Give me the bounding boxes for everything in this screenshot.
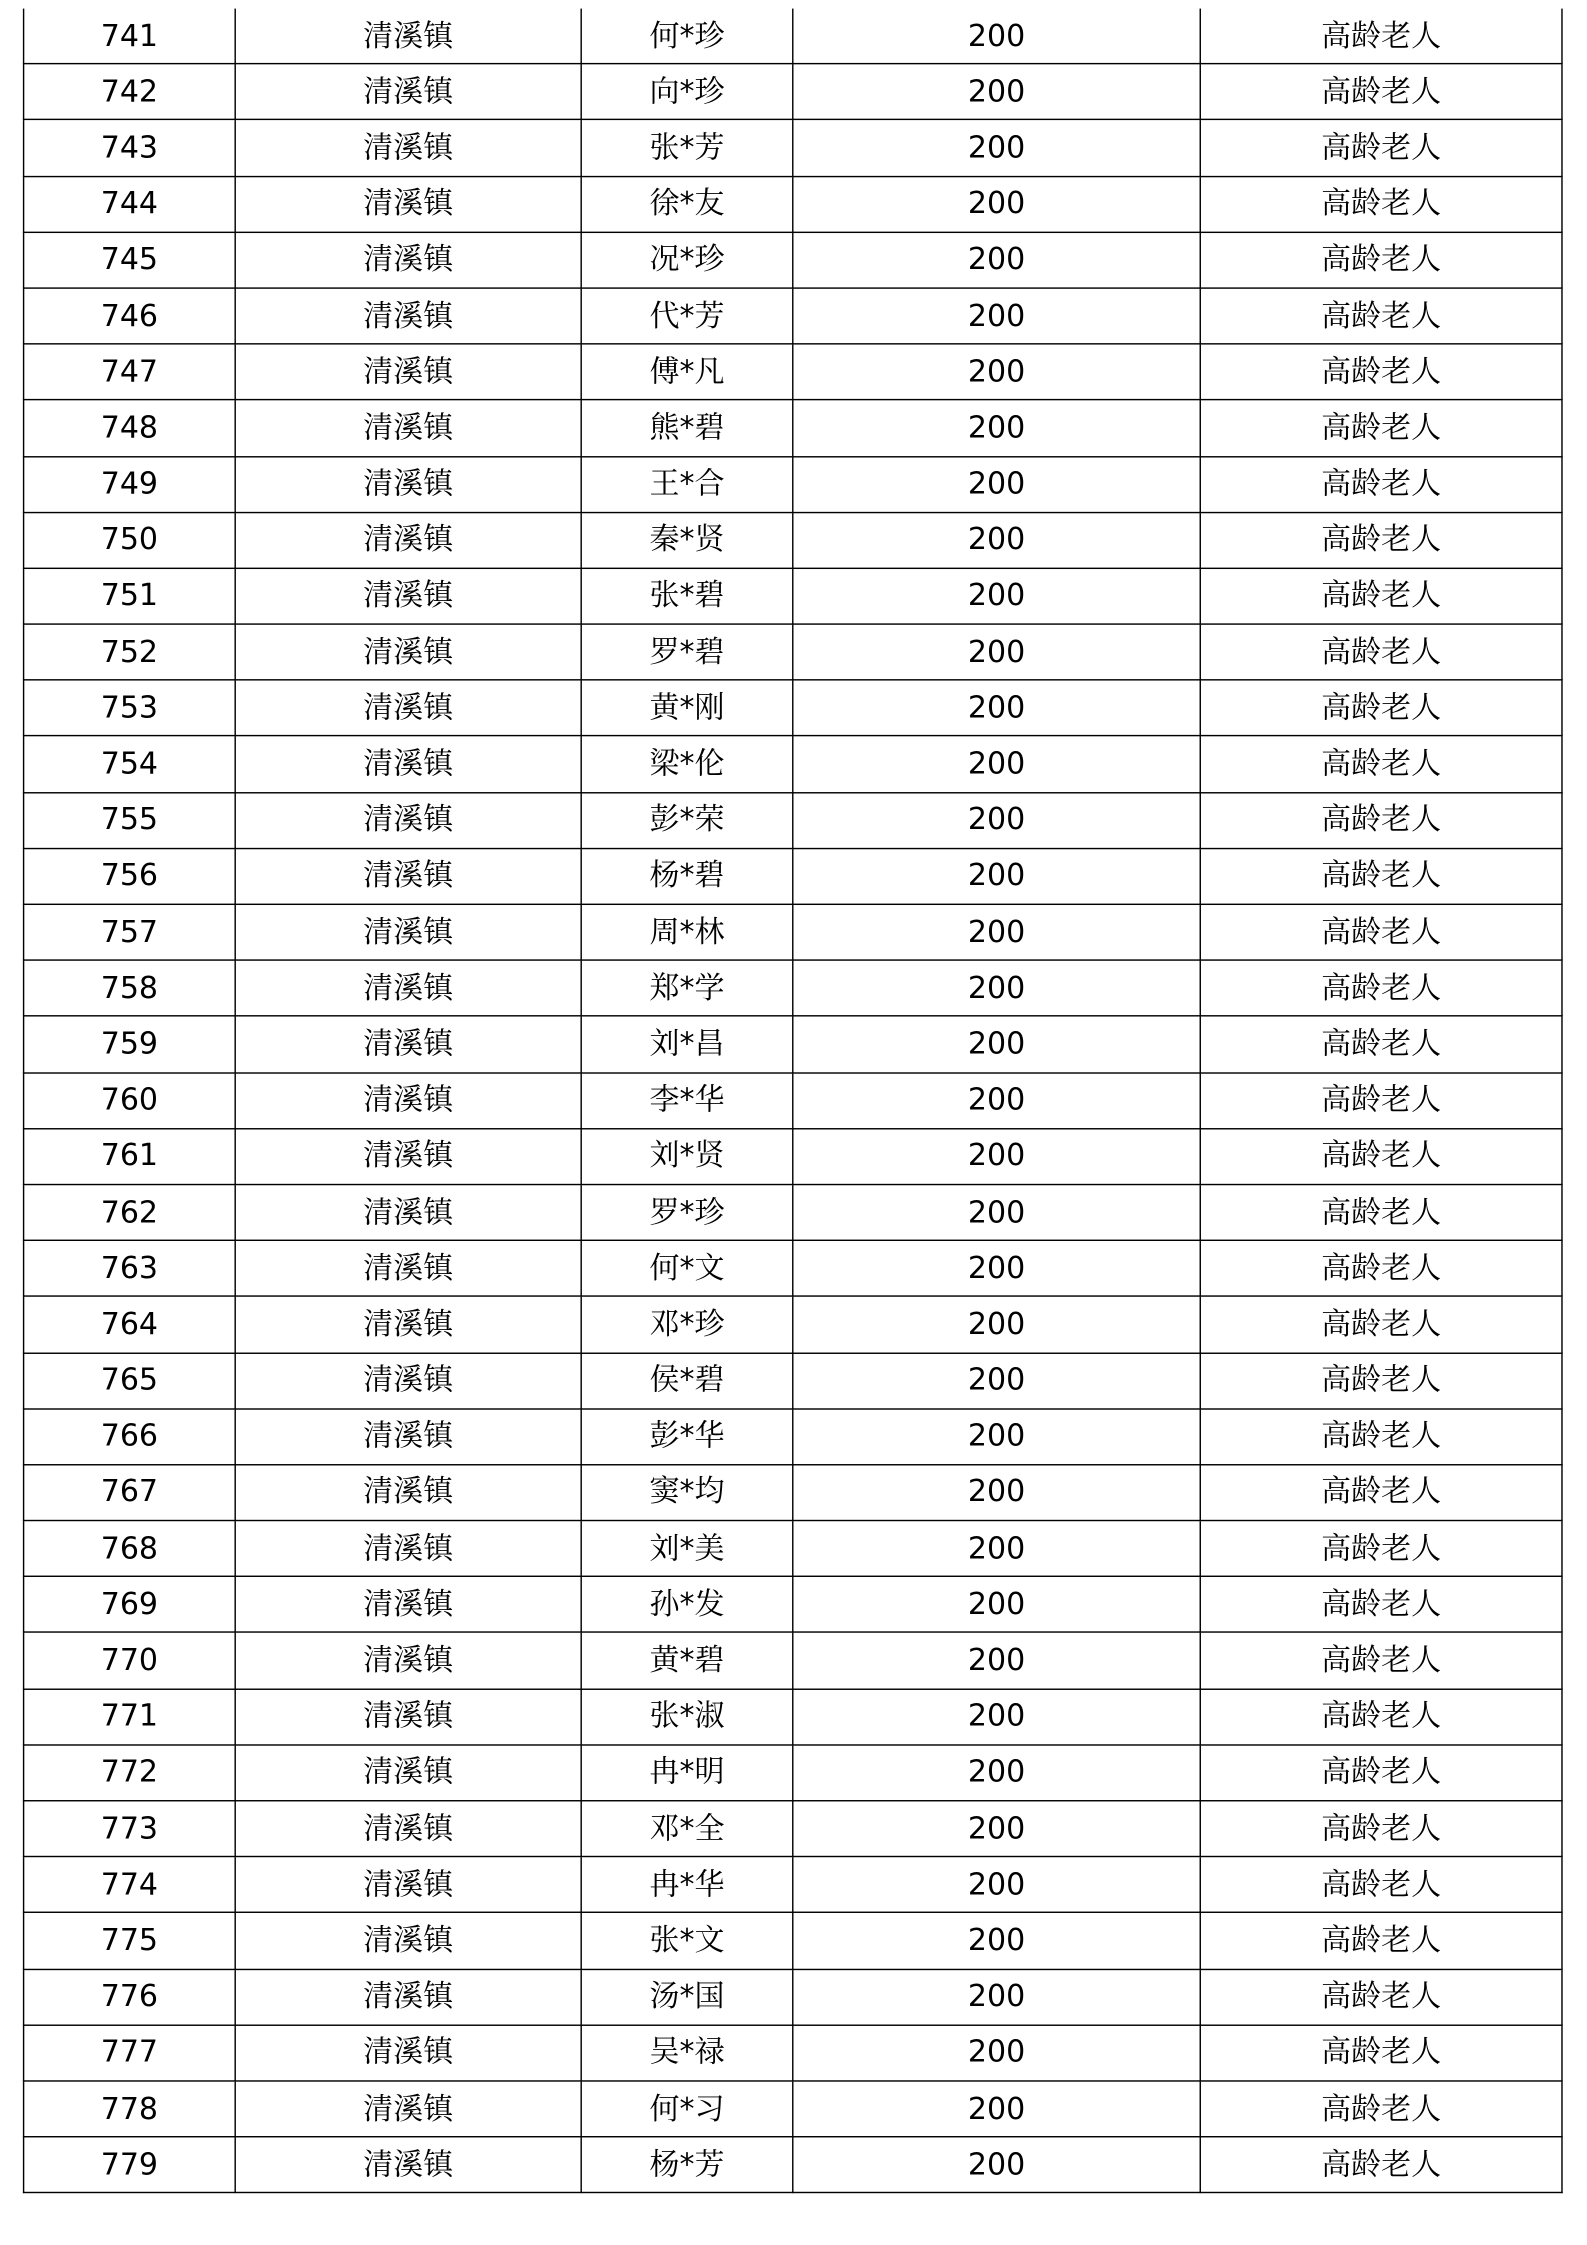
amount-cell: 200: [793, 1577, 1200, 1633]
row-number-cell: 774: [24, 1857, 236, 1913]
amount-cell: 200: [793, 1857, 1200, 1913]
table-row: [24, 344, 1562, 400]
amount-cell: 200: [793, 904, 1200, 960]
row-number-cell: 755: [24, 792, 236, 848]
amount-cell: 200: [793, 680, 1200, 736]
name-cell: 窦*均: [581, 1465, 793, 1521]
category-cell: 高龄老人: [1200, 736, 1562, 792]
name-cell: 杨*芳: [581, 2137, 793, 2193]
category-cell: 高龄老人: [1200, 512, 1562, 568]
amount-cell: 200: [793, 1353, 1200, 1409]
town-cell: 清溪镇: [235, 1409, 581, 1465]
table-row: [24, 1240, 1562, 1296]
name-cell: 张*碧: [581, 568, 793, 624]
row-number-cell: 742: [24, 64, 236, 120]
row-number-cell: 777: [24, 2025, 236, 2081]
name-cell: 周*林: [581, 904, 793, 960]
category-cell: 高龄老人: [1200, 9, 1562, 64]
row-number-cell: 746: [24, 288, 236, 344]
amount-cell: 200: [793, 2081, 1200, 2137]
category-cell: 高龄老人: [1200, 904, 1562, 960]
table-row: [24, 1969, 1562, 2025]
name-cell: 向*珍: [581, 64, 793, 120]
name-cell: 邓*珍: [581, 1296, 793, 1352]
name-cell: 刘*美: [581, 1521, 793, 1577]
name-cell: 傅*凡: [581, 344, 793, 400]
category-cell: 高龄老人: [1200, 456, 1562, 512]
category-cell: 高龄老人: [1200, 1353, 1562, 1409]
name-cell: 汤*国: [581, 1969, 793, 2025]
row-number-cell: 756: [24, 848, 236, 904]
name-cell: 熊*碧: [581, 400, 793, 456]
row-number-cell: 764: [24, 1296, 236, 1352]
town-cell: 清溪镇: [235, 1801, 581, 1857]
table-row: [24, 232, 1562, 288]
name-cell: 彭*荣: [581, 792, 793, 848]
amount-cell: 200: [793, 1072, 1200, 1128]
category-cell: 高龄老人: [1200, 1745, 1562, 1801]
row-number-cell: 752: [24, 624, 236, 680]
amount-cell: 200: [793, 960, 1200, 1016]
name-cell: 刘*贤: [581, 1128, 793, 1184]
table-row: [24, 792, 1562, 848]
category-cell: 高龄老人: [1200, 232, 1562, 288]
name-cell: 秦*贤: [581, 512, 793, 568]
row-number-cell: 749: [24, 456, 236, 512]
name-cell: 李*华: [581, 1072, 793, 1128]
category-cell: 高龄老人: [1200, 1072, 1562, 1128]
table-row: [24, 1913, 1562, 1969]
row-number-cell: 776: [24, 1969, 236, 2025]
row-number-cell: 767: [24, 1465, 236, 1521]
amount-cell: 200: [793, 1184, 1200, 1240]
town-cell: 清溪镇: [235, 960, 581, 1016]
row-number-cell: 778: [24, 2081, 236, 2137]
row-number-cell: 753: [24, 680, 236, 736]
town-cell: 清溪镇: [235, 624, 581, 680]
town-cell: 清溪镇: [235, 1857, 581, 1913]
amount-cell: 200: [793, 848, 1200, 904]
amount-cell: 200: [793, 1296, 1200, 1352]
category-cell: 高龄老人: [1200, 344, 1562, 400]
category-cell: 高龄老人: [1200, 2137, 1562, 2193]
table-row: [24, 848, 1562, 904]
town-cell: 清溪镇: [235, 1969, 581, 2025]
name-cell: 刘*昌: [581, 1016, 793, 1072]
category-cell: 高龄老人: [1200, 1857, 1562, 1913]
amount-cell: 200: [793, 568, 1200, 624]
table-row: [24, 120, 1562, 176]
town-cell: 清溪镇: [235, 904, 581, 960]
table-row: [24, 904, 1562, 960]
amount-cell: 200: [793, 1465, 1200, 1521]
name-cell: 杨*碧: [581, 848, 793, 904]
table-row: [24, 1801, 1562, 1857]
table-row: [24, 1857, 1562, 1913]
category-cell: 高龄老人: [1200, 176, 1562, 232]
table-row: [24, 288, 1562, 344]
table-row: [24, 1521, 1562, 1577]
name-cell: 何*习: [581, 2081, 793, 2137]
table-row: [24, 9, 1562, 64]
category-cell: 高龄老人: [1200, 1689, 1562, 1745]
town-cell: 清溪镇: [235, 1521, 581, 1577]
category-cell: 高龄老人: [1200, 1240, 1562, 1296]
town-cell: 清溪镇: [235, 568, 581, 624]
town-cell: 清溪镇: [235, 1577, 581, 1633]
amount-cell: 200: [793, 400, 1200, 456]
amount-cell: 200: [793, 1633, 1200, 1689]
table-row: [24, 1409, 1562, 1465]
category-cell: 高龄老人: [1200, 1128, 1562, 1184]
table-row: [24, 64, 1562, 120]
row-number-cell: 757: [24, 904, 236, 960]
amount-cell: 200: [793, 1913, 1200, 1969]
town-cell: 清溪镇: [235, 1353, 581, 1409]
category-cell: 高龄老人: [1200, 1296, 1562, 1352]
row-number-cell: 745: [24, 232, 236, 288]
table-row: [24, 2025, 1562, 2081]
table-row: [24, 1016, 1562, 1072]
town-cell: 清溪镇: [235, 2081, 581, 2137]
amount-cell: 200: [793, 1689, 1200, 1745]
category-cell: 高龄老人: [1200, 1016, 1562, 1072]
town-cell: 清溪镇: [235, 1465, 581, 1521]
category-cell: 高龄老人: [1200, 400, 1562, 456]
table-row: [24, 1689, 1562, 1745]
name-cell: 张*淑: [581, 1689, 793, 1745]
category-cell: 高龄老人: [1200, 1409, 1562, 1465]
category-cell: 高龄老人: [1200, 848, 1562, 904]
category-cell: 高龄老人: [1200, 288, 1562, 344]
town-cell: 清溪镇: [235, 1689, 581, 1745]
subsidy-roster-table: [23, 9, 1563, 2194]
table-row: [24, 176, 1562, 232]
town-cell: 清溪镇: [235, 288, 581, 344]
table-row: [24, 1577, 1562, 1633]
row-number-cell: 760: [24, 1072, 236, 1128]
table-row: [24, 1128, 1562, 1184]
row-number-cell: 744: [24, 176, 236, 232]
category-cell: 高龄老人: [1200, 1633, 1562, 1689]
table-row: [24, 1296, 1562, 1352]
amount-cell: 200: [793, 1409, 1200, 1465]
table-row: [24, 2137, 1562, 2193]
category-cell: 高龄老人: [1200, 1521, 1562, 1577]
row-number-cell: 759: [24, 1016, 236, 1072]
table-row: [24, 1633, 1562, 1689]
category-cell: 高龄老人: [1200, 1577, 1562, 1633]
name-cell: 冉*明: [581, 1745, 793, 1801]
town-cell: 清溪镇: [235, 1184, 581, 1240]
row-number-cell: 761: [24, 1128, 236, 1184]
row-number-cell: 765: [24, 1353, 236, 1409]
roster-body: [24, 9, 1562, 2193]
table-row: [24, 960, 1562, 1016]
name-cell: 黄*碧: [581, 1633, 793, 1689]
amount-cell: 200: [793, 1801, 1200, 1857]
table-row: [24, 400, 1562, 456]
amount-cell: 200: [793, 288, 1200, 344]
name-cell: 何*珍: [581, 9, 793, 64]
category-cell: 高龄老人: [1200, 680, 1562, 736]
name-cell: 冉*华: [581, 1857, 793, 1913]
amount-cell: 200: [793, 736, 1200, 792]
row-number-cell: 758: [24, 960, 236, 1016]
row-number-cell: 763: [24, 1240, 236, 1296]
row-number-cell: 775: [24, 1913, 236, 1969]
town-cell: 清溪镇: [235, 512, 581, 568]
town-cell: 清溪镇: [235, 1633, 581, 1689]
amount-cell: 200: [793, 9, 1200, 64]
amount-cell: 200: [793, 1521, 1200, 1577]
amount-cell: 200: [793, 120, 1200, 176]
table-row: [24, 1465, 1562, 1521]
row-number-cell: 751: [24, 568, 236, 624]
town-cell: 清溪镇: [235, 1296, 581, 1352]
category-cell: 高龄老人: [1200, 792, 1562, 848]
amount-cell: 200: [793, 792, 1200, 848]
amount-cell: 200: [793, 232, 1200, 288]
name-cell: 彭*华: [581, 1409, 793, 1465]
town-cell: 清溪镇: [235, 2137, 581, 2193]
row-number-cell: 771: [24, 1689, 236, 1745]
table-row: [24, 1745, 1562, 1801]
town-cell: 清溪镇: [235, 1913, 581, 1969]
name-cell: 王*合: [581, 456, 793, 512]
name-cell: 侯*碧: [581, 1353, 793, 1409]
row-number-cell: 747: [24, 344, 236, 400]
amount-cell: 200: [793, 1240, 1200, 1296]
category-cell: 高龄老人: [1200, 2025, 1562, 2081]
amount-cell: 200: [793, 2025, 1200, 2081]
town-cell: 清溪镇: [235, 680, 581, 736]
amount-cell: 200: [793, 1745, 1200, 1801]
table-row: [24, 2081, 1562, 2137]
amount-cell: 200: [793, 1969, 1200, 2025]
category-cell: 高龄老人: [1200, 120, 1562, 176]
category-cell: 高龄老人: [1200, 1913, 1562, 1969]
town-cell: 清溪镇: [235, 1016, 581, 1072]
row-number-cell: 750: [24, 512, 236, 568]
name-cell: 张*文: [581, 1913, 793, 1969]
name-cell: 况*珍: [581, 232, 793, 288]
row-number-cell: 754: [24, 736, 236, 792]
row-number-cell: 768: [24, 1521, 236, 1577]
amount-cell: 200: [793, 1128, 1200, 1184]
row-number-cell: 770: [24, 1633, 236, 1689]
name-cell: 郑*学: [581, 960, 793, 1016]
name-cell: 罗*碧: [581, 624, 793, 680]
town-cell: 清溪镇: [235, 64, 581, 120]
name-cell: 吴*禄: [581, 2025, 793, 2081]
row-number-cell: 762: [24, 1184, 236, 1240]
town-cell: 清溪镇: [235, 848, 581, 904]
amount-cell: 200: [793, 512, 1200, 568]
category-cell: 高龄老人: [1200, 1184, 1562, 1240]
table-row: [24, 1072, 1562, 1128]
name-cell: 何*文: [581, 1240, 793, 1296]
table-row: [24, 512, 1562, 568]
town-cell: 清溪镇: [235, 792, 581, 848]
amount-cell: 200: [793, 456, 1200, 512]
name-cell: 梁*伦: [581, 736, 793, 792]
category-cell: 高龄老人: [1200, 1465, 1562, 1521]
table-row: [24, 1184, 1562, 1240]
row-number-cell: 748: [24, 400, 236, 456]
amount-cell: 200: [793, 1016, 1200, 1072]
category-cell: 高龄老人: [1200, 1969, 1562, 2025]
amount-cell: 200: [793, 2137, 1200, 2193]
amount-cell: 200: [793, 64, 1200, 120]
category-cell: 高龄老人: [1200, 64, 1562, 120]
name-cell: 孙*发: [581, 1577, 793, 1633]
town-cell: 清溪镇: [235, 120, 581, 176]
name-cell: 邓*全: [581, 1801, 793, 1857]
category-cell: 高龄老人: [1200, 960, 1562, 1016]
table-row: [24, 736, 1562, 792]
amount-cell: 200: [793, 176, 1200, 232]
town-cell: 清溪镇: [235, 344, 581, 400]
town-cell: 清溪镇: [235, 736, 581, 792]
town-cell: 清溪镇: [235, 1240, 581, 1296]
name-cell: 徐*友: [581, 176, 793, 232]
town-cell: 清溪镇: [235, 232, 581, 288]
row-number-cell: 743: [24, 120, 236, 176]
name-cell: 张*芳: [581, 120, 793, 176]
town-cell: 清溪镇: [235, 176, 581, 232]
town-cell: 清溪镇: [235, 2025, 581, 2081]
row-number-cell: 773: [24, 1801, 236, 1857]
row-number-cell: 741: [24, 9, 236, 64]
name-cell: 罗*珍: [581, 1184, 793, 1240]
row-number-cell: 766: [24, 1409, 236, 1465]
category-cell: 高龄老人: [1200, 1801, 1562, 1857]
table-row: [24, 568, 1562, 624]
town-cell: 清溪镇: [235, 1072, 581, 1128]
town-cell: 清溪镇: [235, 1745, 581, 1801]
town-cell: 清溪镇: [235, 1128, 581, 1184]
amount-cell: 200: [793, 344, 1200, 400]
row-number-cell: 772: [24, 1745, 236, 1801]
town-cell: 清溪镇: [235, 9, 581, 64]
name-cell: 黄*刚: [581, 680, 793, 736]
name-cell: 代*芳: [581, 288, 793, 344]
table-row: [24, 456, 1562, 512]
amount-cell: 200: [793, 624, 1200, 680]
row-number-cell: 769: [24, 1577, 236, 1633]
table-row: [24, 624, 1562, 680]
town-cell: 清溪镇: [235, 400, 581, 456]
table-row: [24, 1353, 1562, 1409]
category-cell: 高龄老人: [1200, 568, 1562, 624]
row-number-cell: 779: [24, 2137, 236, 2193]
table-row: [24, 680, 1562, 736]
category-cell: 高龄老人: [1200, 2081, 1562, 2137]
town-cell: 清溪镇: [235, 456, 581, 512]
category-cell: 高龄老人: [1200, 624, 1562, 680]
